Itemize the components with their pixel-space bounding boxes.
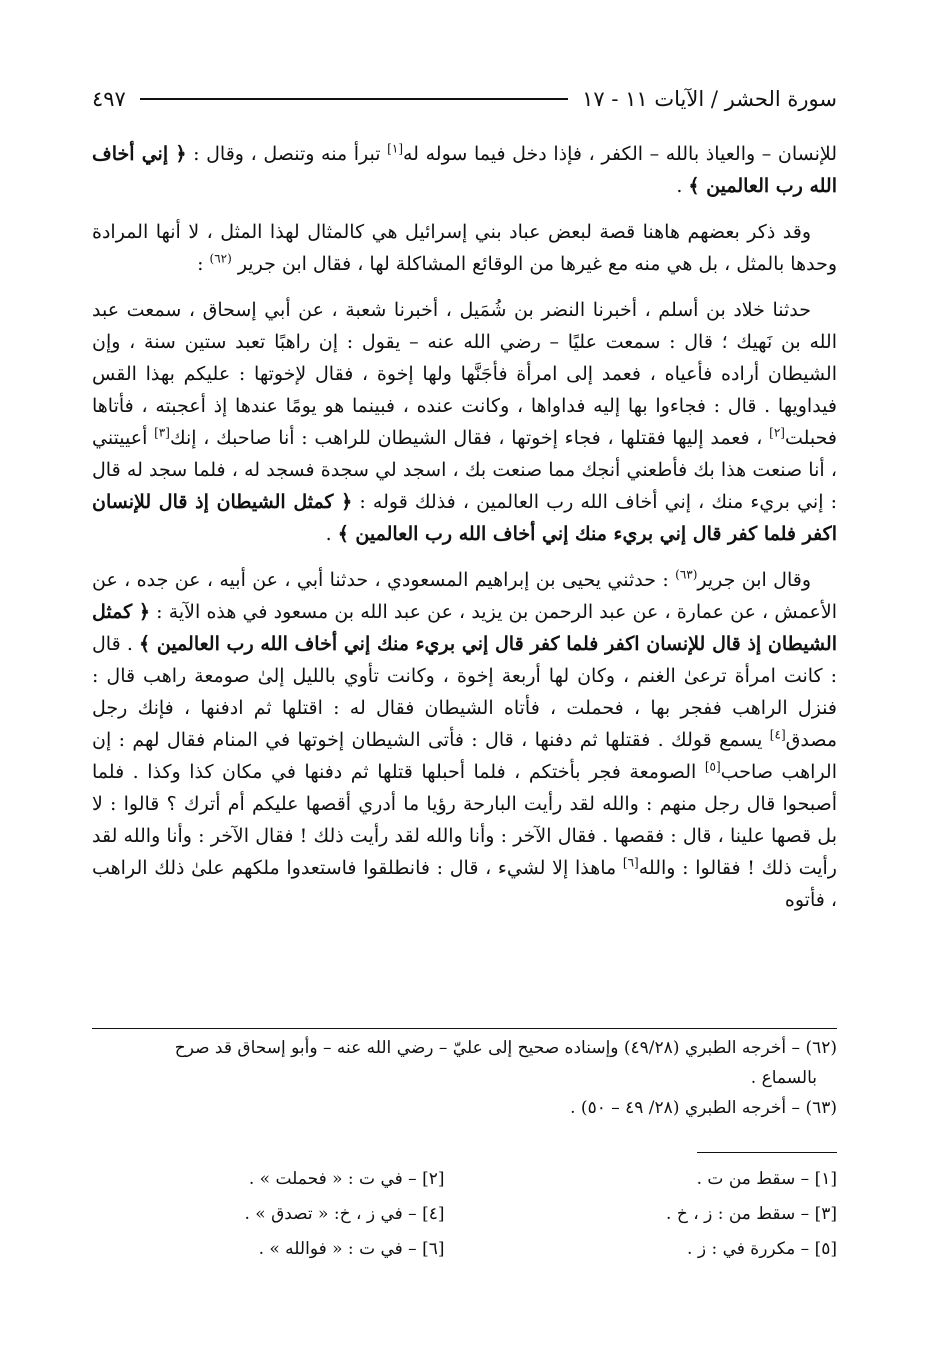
running-header bbox=[92, 82, 837, 116]
variant-note: [٢] – في ت : « فحملت » . bbox=[248, 1169, 445, 1189]
text-run: أعييتني ، أنا صنعت هذا بك فأطعني أنجك مما صنعت بك ، اسجد لي سجدة فسجد له ، فلما سجد له قال : إني بريء منك ، إني أخاف الله رب العالمين ، فذلك قوله : bbox=[92, 427, 837, 513]
paragraph bbox=[92, 138, 837, 202]
variant-note: [٤] – في ز ، خ: « تصدق » . bbox=[244, 1204, 445, 1224]
quran-verse: ﴿ كمثل الشيطان إذ قال للإنسان اكفر فلما كفر قال إني بريء منك إني أخاف الله رب العالمين ﴾ bbox=[92, 491, 837, 545]
footnote-63: (٦٣) – أخرجه الطبري (٢٨/ ٤٩ – ٥٠) . bbox=[570, 1098, 837, 1118]
main-text bbox=[92, 138, 837, 930]
variant-note: [٦] – في ت : « فوالله » . bbox=[258, 1239, 445, 1259]
text-run: الصومعة فجر بأختكم ، فلما أحبلها قتلها ثم دفنها في مكان كذا وكذا . فلما أصبحوا قال رجل منهم : والله لقد رأيت البارحة رؤيا ما أدري أقصها عليكم أم أترك ؟ قالوا : لا بل قصها علينا ، قال : فقصها . فقال الآخر : وأنا والله لقد رأيت ذلك ! فقال الآخر : وأنا والله لقد رأيت ذلك ! فقالوا : والله bbox=[92, 761, 837, 879]
page-number: ٤٩٧ bbox=[92, 87, 126, 111]
footnote-marker: [٣] bbox=[154, 425, 170, 440]
text-run: يسمع قولك . فقتلها ثم دفنها ، قال : فأتى الشيطان إخوتها في المنام فقال لهم : إن الراهب صاحب bbox=[92, 729, 837, 783]
text-run: وقال ابن جرير bbox=[697, 569, 812, 591]
text-run: تبرأ منه وتنصل ، وقال : bbox=[186, 143, 388, 165]
text-run: وقد ذكر بعضهم هاهنا قصة لبعض عباد بني إسرائيل هي كالمثال لهذا المثل ، لا أنها المرادة وحدها بالمثل ، بل هي منه مع غيرها من الوقائع المشاكلة لها ، فقال ابن جرير bbox=[92, 221, 837, 275]
footnote-marker: (٦٣) bbox=[675, 567, 698, 582]
text-run: ، فعمد إليها فقتلها ، فجاء إخوتها ، فقال الشيطان للراهب : أنا صاحبك ، إنك bbox=[169, 427, 770, 449]
paragraph bbox=[92, 216, 837, 280]
text-run: . قال : كانت امرأة ترعىٰ الغنم ، وكان لها أربعة إخوة ، وكانت تأوي بالليل إلىٰ صومعة راهب قال : فنزل الراهب ففجر بها ، فحملت ، فأتاه الشيطان فقال له : اقتلها ثم ادفنها ، فإنك رجل مصدق bbox=[92, 633, 837, 751]
text-run: . bbox=[325, 523, 338, 545]
variant-note: [١] – سقط من ت . bbox=[696, 1169, 837, 1189]
quran-verse: ﴿ إني أخاف الله رب العالمين ﴾ bbox=[92, 143, 837, 197]
footnote-marker: [٥] bbox=[704, 759, 721, 774]
quran-verse: ﴿ كمثل الشيطان إذ قال للإنسان اكفر فلما كفر قال إني بريء منك إني أخاف الله رب العالمين ﴾ bbox=[92, 601, 837, 655]
variants-rule bbox=[697, 1152, 837, 1153]
chapter-title: سورة الحشر / الآيات ١١ - ١٧ bbox=[582, 87, 837, 111]
text-run: : bbox=[197, 253, 210, 275]
header-rule bbox=[140, 98, 568, 100]
paragraph bbox=[92, 294, 837, 550]
text-run: حدثنا خلاد بن أسلم ، أخبرنا النضر بن شُمَيل ، أخبرنا شعبة ، عن أبي إسحاق ، سمعت عبد الله بن نَهيك ؛ قال : سمعت عليًا – رضي الله عنه – يقول : إن راهبًا تعبد ستين سنة ، وإن الشيطان أراده فأعياه ، فعمد إلى امرأة فأجَنَّها ولها إخوة ، فقال لإخوتها : عليكم بهذا القس فيداويها . قال : فجاءوا بها إليه فداواها ، وكانت عنده ، فبينما هو يومًا عندها إذ أعجبته ، فأتاها فحبلت bbox=[92, 299, 837, 449]
footnote-marker: [٢] bbox=[769, 425, 785, 440]
footnote-marker: [١] bbox=[387, 141, 403, 156]
manuscript-variants bbox=[92, 1162, 837, 1267]
paragraph bbox=[92, 564, 837, 916]
text-run: : حدثني يحيى بن إبراهيم المسعودي ، حدثنا أبي ، عن أبيه ، عن جده ، عن الأعمش ، عن عمارة ، عن عبد الرحمن بن يزيد ، عن عبد الله بن مسعود في هذه الآية : bbox=[92, 569, 837, 623]
variant-note: [٣] – سقط من : ز ، خ . bbox=[666, 1204, 837, 1224]
footnote-62-continuation: بالسماع . bbox=[750, 1068, 817, 1088]
footnote-marker: [٦] bbox=[622, 855, 639, 870]
footnote-62: (٦٢) – أخرجه الطبري (٤٩/٢٨) وإسناده صحيح إلى عليّ – رضي الله عنه – وأبو إسحاق قد صرح bbox=[174, 1038, 837, 1058]
variant-note: [٥] – مكررة في : ز . bbox=[687, 1239, 837, 1259]
text-run: ماهذا إلا لشيء ، قال : فانطلقوا فاستعدوا ملكهم علىٰ ذلك الراهب ، فأتوه bbox=[92, 857, 837, 911]
footnote-marker: (٦٢) bbox=[209, 251, 232, 266]
footnotes bbox=[92, 1028, 837, 1123]
text-run: . bbox=[676, 175, 689, 197]
text-run: للإنسان – والعياذ بالله – الكفر ، فإذا دخل فيما سوله له bbox=[403, 143, 838, 165]
footnote-marker: [٤] bbox=[769, 727, 786, 742]
